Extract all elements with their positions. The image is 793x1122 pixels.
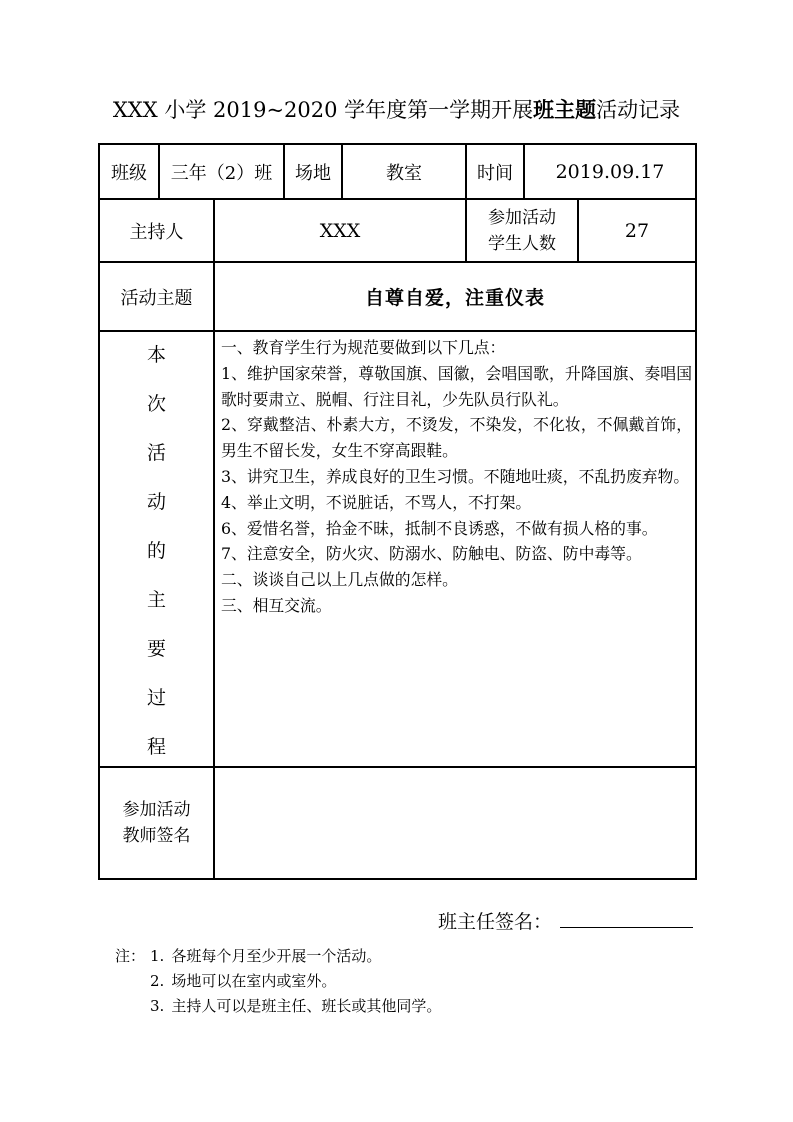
footnote-number: 2.: [150, 972, 165, 990]
participants-label-line2: 学生人数: [488, 233, 556, 254]
footnote-item: [150, 944, 441, 969]
process-line: 4、举止文明，不说脏话，不骂人，不打架。: [221, 492, 532, 512]
process-line: 二、谈谈自己以上几点做的怎样。: [221, 570, 458, 590]
footnote-text: 场地可以在室内或室外。: [171, 972, 337, 990]
teacher-signature-label-line2: 教师签名: [122, 826, 191, 846]
teacher-signature-label-line1: 参加活动: [122, 800, 191, 820]
table-row-theme: [100, 263, 695, 332]
process-label-char: 活: [146, 441, 166, 464]
time-label-cell: 时间: [467, 145, 525, 198]
process-line: 三、相互交流。: [221, 595, 332, 615]
host-label-cell: 主持人: [100, 200, 215, 261]
page-title: [0, 96, 793, 124]
footnote-item: [150, 994, 441, 1019]
theme-value-cell: 自尊自爱，注重仪表: [364, 287, 545, 309]
participants-label-line1: 参加活动: [488, 207, 556, 228]
table-row-host: [100, 200, 695, 263]
process-label-char: 动: [146, 490, 166, 513]
process-label-char: 程: [146, 735, 166, 758]
footnote-item: [150, 969, 441, 994]
head-teacher-signature: [438, 905, 693, 937]
process-line: 3、讲究卫生，养成良好的卫生习惯。不随地吐痰，不乱扔废弃物。: [221, 466, 690, 486]
class-label-cell: 班级: [100, 145, 160, 198]
process-label-char: 主: [146, 588, 166, 611]
page-title-suffix: 活动记录: [596, 98, 681, 122]
table-row-teacher-signature: [100, 768, 695, 878]
theme-label-cell: 活动主题: [100, 263, 215, 330]
process-label-cell: [100, 332, 215, 766]
table-row-basic-info: [100, 145, 695, 200]
process-line: 7、注意安全，防火灾、防溺水、防触电、防盗、防中毒等。: [221, 544, 642, 564]
participants-value-cell: 27: [624, 219, 650, 242]
process-content-cell: [215, 332, 695, 766]
footnotes-list: [150, 944, 441, 1019]
page-title-bold: 班主题: [533, 97, 597, 122]
class-value-cell: 三年（2）班: [160, 145, 285, 198]
process-label-char: 要: [146, 637, 166, 660]
process-label-char: 过: [146, 686, 166, 709]
process-line: 2、穿戴整洁、朴素大方，不烫发，不染发，不化妆，不佩戴首饰，男生不留长发，女生不穿高跟鞋。: [221, 415, 692, 461]
process-line: 6、爱惜名誉，拾金不昧，抵制不良诱惑，不做有损人格的事。: [221, 518, 658, 538]
head-teacher-signature-label: 班主任签名：: [438, 911, 553, 933]
process-line: 一、教育学生行为规范要做到以下几点：: [221, 338, 506, 357]
teacher-signature-blank-cell: [215, 768, 695, 878]
teacher-signature-label-cell: [100, 768, 215, 878]
table-row-process: [100, 332, 695, 768]
footnote-number: 3.: [150, 997, 165, 1015]
footnote-number: 1.: [150, 947, 165, 965]
participants-label-cell: [467, 200, 579, 261]
footnote-text: 主持人可以是班主任、班长或其他同学。: [171, 997, 442, 1015]
activity-record-table: [98, 143, 697, 880]
footnote-text: 各班每个月至少开展一个活动。: [171, 947, 382, 965]
process-label-char: 次: [146, 392, 166, 415]
process-line: 1、维护国家荣誉，尊敬国旗、国徽，会唱国歌，升降国旗、奏唱国歌时要肃立、脱帽、行注目礼，少先队员行队礼。: [221, 363, 692, 409]
footnotes-label: 注：: [115, 947, 146, 965]
host-value-cell: XXX: [215, 200, 467, 261]
signature-blank-line: [560, 905, 693, 928]
time-value-cell: 2019.09.17: [555, 160, 665, 183]
venue-value-cell: 教室: [343, 145, 467, 198]
process-label-char: 的: [146, 539, 166, 562]
footnotes: [115, 944, 441, 1019]
process-text: [221, 335, 692, 619]
page-title-prefix: XXX 小学 2019~2020 学年度第一学期开展: [112, 98, 534, 122]
process-label-char: 本: [146, 343, 166, 366]
venue-label-cell: 场地: [285, 145, 343, 198]
